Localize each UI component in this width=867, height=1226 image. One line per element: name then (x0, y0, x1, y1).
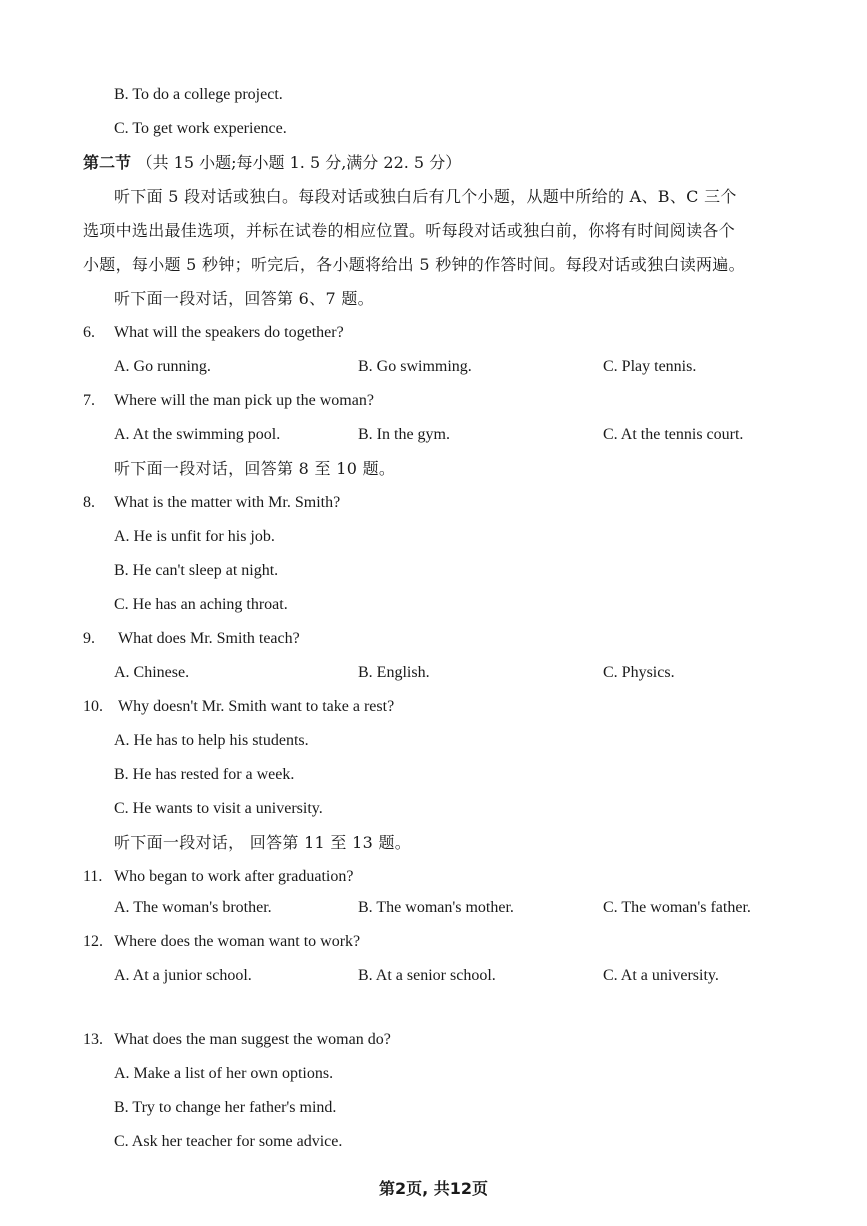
question-text: Where does the woman want to work? (114, 933, 361, 950)
group-label-11-13: 听下面一段对话， 回答第 11 至 13 题。 (114, 833, 412, 852)
option-c: C. Play tennis. (603, 358, 697, 375)
option-a: A. Make a list of her own options. (114, 1065, 334, 1082)
question-number: 10. (83, 698, 103, 715)
question-number: 6. (83, 324, 95, 341)
section-scoring: （共 15 小题;每小题 1. 5 分,满分 22. 5 分） (136, 153, 462, 172)
instruction-line-2: 选项中选出最佳选项，并标在试卷的相应位置。听每段对话或独白前，你将有时间阅读各个 (83, 221, 736, 240)
option-c: C. At a university. (603, 967, 719, 984)
section-title: 第二节 (83, 153, 132, 172)
question-number: 11. (83, 868, 103, 885)
question-number: 8. (83, 494, 95, 511)
option-c: C. Physics. (603, 664, 675, 681)
question-text: Who began to work after graduation? (114, 868, 354, 885)
option-b: B. In the gym. (358, 426, 450, 443)
option-c: C. The woman's father. (603, 899, 751, 916)
question-text: Why doesn't Mr. Smith want to take a rest? (118, 698, 395, 715)
group-label-6-7: 听下面一段对话，回答第 6、7 题。 (114, 289, 374, 308)
question-text: What will the speakers do together? (114, 324, 344, 341)
option-c: C. He has an aching throat. (114, 596, 288, 613)
option-5c: C. To get work experience. (114, 120, 287, 137)
option-b: B. English. (358, 664, 430, 681)
option-a: A. Chinese. (114, 664, 190, 681)
section-heading (83, 153, 461, 173)
question-number: 7. (83, 392, 95, 409)
option-c: C. He wants to visit a university. (114, 800, 323, 817)
instruction-line-1: 听下面 5 段对话或独白。每段对话或独白后有几个小题，从题中所给的 A、B、C 三个 (114, 187, 737, 206)
instruction-line-3: 小题，每小题 5 秒钟；听完后，各小题将给出 5 秒钟的作答时间。每段对话或独白读两遍。 (83, 255, 745, 274)
option-b: B. He can't sleep at night. (114, 562, 279, 579)
question-text: What does Mr. Smith teach? (118, 630, 300, 647)
option-b: B. The woman's mother. (358, 899, 514, 916)
option-a: A. At the swimming pool. (114, 426, 281, 443)
option-c: C. Ask her teacher for some advice. (114, 1133, 343, 1150)
page-footer: 第2页, 共12页 (378, 1179, 489, 1198)
option-a: A. Go running. (114, 358, 211, 375)
option-c: C. At the tennis court. (603, 426, 744, 443)
question-number: 9. (83, 630, 95, 647)
question-number: 13. (83, 1031, 103, 1048)
option-a: A. At a junior school. (114, 967, 252, 984)
option-b: B. At a senior school. (358, 967, 496, 984)
group-label-8-10: 听下面一段对话，回答第 8 至 10 题。 (114, 459, 396, 478)
question-text: What does the man suggest the woman do? (114, 1031, 391, 1048)
option-a: A. The woman's brother. (114, 899, 272, 916)
option-a: A. He is unfit for his job. (114, 528, 275, 545)
option-b: B. Try to change her father's mind. (114, 1099, 337, 1116)
question-text: What is the matter with Mr. Smith? (114, 494, 341, 511)
option-b: B. Go swimming. (358, 358, 472, 375)
question-text: Where will the man pick up the woman? (114, 392, 374, 409)
option-b: B. He has rested for a week. (114, 766, 295, 783)
option-5b: B. To do a college project. (114, 86, 283, 103)
question-number: 12. (83, 933, 103, 950)
option-a: A. He has to help his students. (114, 732, 309, 749)
